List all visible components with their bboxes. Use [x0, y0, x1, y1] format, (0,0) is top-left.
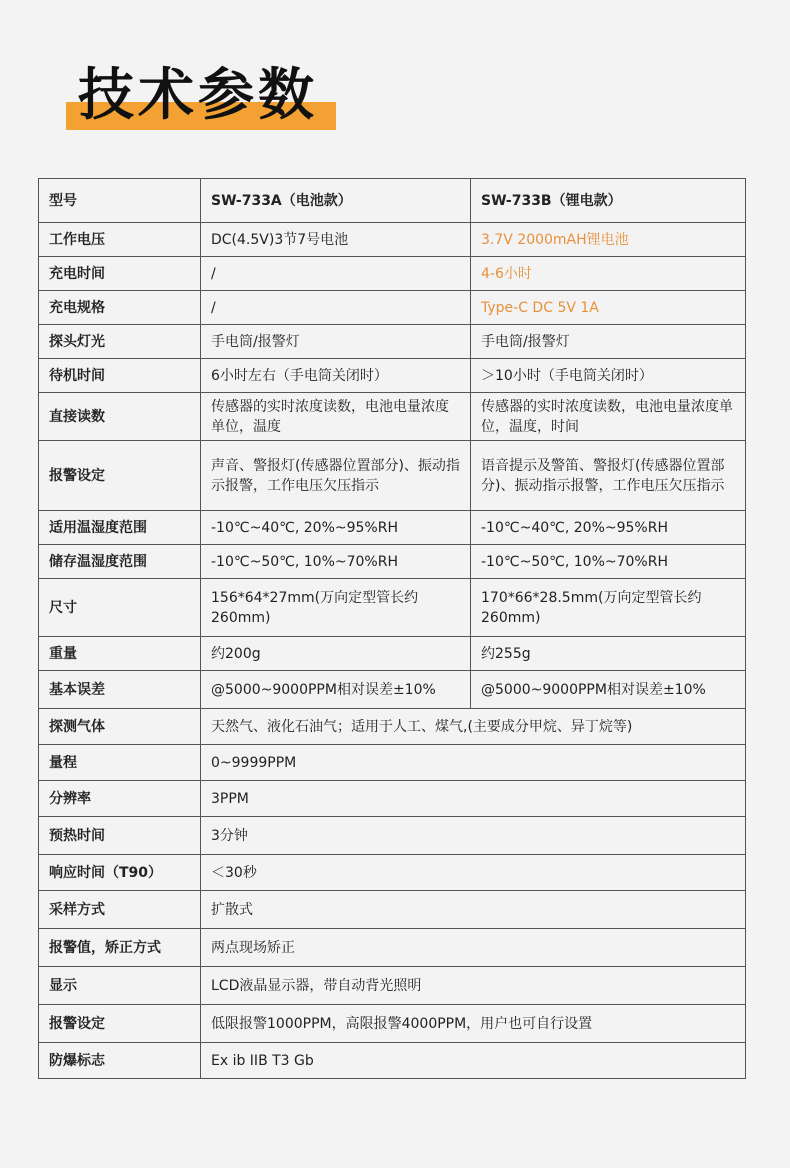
- table-row: [39, 325, 746, 359]
- table-row: [39, 891, 746, 929]
- row-label: 预热时间: [39, 817, 201, 855]
- model-a-value: /: [201, 257, 471, 291]
- model-a-value: @5000~9000PPM相对误差±10%: [201, 671, 471, 709]
- table-row: [39, 393, 746, 441]
- table-row: [39, 855, 746, 891]
- row-label: 探测气体: [39, 709, 201, 745]
- model-a-value: 约200g: [201, 637, 471, 671]
- table-row: [39, 637, 746, 671]
- table-row: [39, 359, 746, 393]
- row-label: 探头灯光: [39, 325, 201, 359]
- table-row: [39, 1043, 746, 1079]
- row-label: 报警值，矫正方式: [39, 929, 201, 967]
- table-header-row: [39, 179, 746, 223]
- model-a-value: 传感器的实时浓度读数，电池电量浓度单位，温度: [201, 393, 471, 441]
- model-b-value: -10℃~40℃, 20%~95%RH: [471, 511, 746, 545]
- model-b-value: 170*66*28.5mm(万向定型管长约260mm): [471, 579, 746, 637]
- merged-value: 扩散式: [201, 891, 746, 929]
- model-a-value: 手电筒/报警灯: [201, 325, 471, 359]
- row-label: 量程: [39, 745, 201, 781]
- model-a-value: 6小时左右（手电筒关闭时）: [201, 359, 471, 393]
- model-a-value: 156*64*27mm(万向定型管长约260mm): [201, 579, 471, 637]
- model-b-value: Type-C DC 5V 1A: [471, 291, 746, 325]
- row-label: 尺寸: [39, 579, 201, 637]
- row-label: 报警设定: [39, 441, 201, 511]
- model-b-value: -10℃~50℃, 10%~70%RH: [471, 545, 746, 579]
- row-label: 防爆标志: [39, 1043, 201, 1079]
- model-b-value: 语音提示及警笛、警报灯(传感器位置部分)、振动指示报警，工作电压欠压指示: [471, 441, 746, 511]
- row-label: 适用温湿度范围: [39, 511, 201, 545]
- table-row: [39, 745, 746, 781]
- row-label: 直接读数: [39, 393, 201, 441]
- merged-value: 两点现场矫正: [201, 929, 746, 967]
- row-label: 重量: [39, 637, 201, 671]
- row-label: 报警设定: [39, 1005, 201, 1043]
- table-row: [39, 781, 746, 817]
- table-row: [39, 579, 746, 637]
- header-model-a: SW-733A（电池款）: [201, 179, 471, 223]
- model-b-value: 3.7V 2000mAH锂电池: [471, 223, 746, 257]
- merged-value: ＜30秒: [201, 855, 746, 891]
- model-a-value: DC(4.5V)3节7号电池: [201, 223, 471, 257]
- merged-value: 低限报警1000PPM，高限报警4000PPM，用户也可自行设置: [201, 1005, 746, 1043]
- model-b-value: @5000~9000PPM相对误差±10%: [471, 671, 746, 709]
- row-label: 待机时间: [39, 359, 201, 393]
- spec-table: [38, 178, 746, 1079]
- title-block: [66, 62, 336, 132]
- header-label: 型号: [39, 179, 201, 223]
- table-row: [39, 223, 746, 257]
- merged-value: 天然气、液化石油气；适用于人工、煤气,(主要成分甲烷、异丁烷等): [201, 709, 746, 745]
- row-label: 采样方式: [39, 891, 201, 929]
- model-a-value: 声音、警报灯(传感器位置部分)、振动指示报警，工作电压欠压指示: [201, 441, 471, 511]
- table-row: [39, 511, 746, 545]
- merged-value: 3分钟: [201, 817, 746, 855]
- model-a-value: -10℃~40℃, 20%~95%RH: [201, 511, 471, 545]
- table-row: [39, 709, 746, 745]
- model-b-value: 手电筒/报警灯: [471, 325, 746, 359]
- row-label: 充电规格: [39, 291, 201, 325]
- row-label: 工作电压: [39, 223, 201, 257]
- merged-value: 3PPM: [201, 781, 746, 817]
- model-a-value: /: [201, 291, 471, 325]
- row-label: 充电时间: [39, 257, 201, 291]
- row-label: 分辨率: [39, 781, 201, 817]
- table-row: [39, 817, 746, 855]
- row-label: 响应时间（T90）: [39, 855, 201, 891]
- merged-value: LCD液晶显示器，带自动背光照明: [201, 967, 746, 1005]
- row-label: 基本误差: [39, 671, 201, 709]
- table-row: [39, 545, 746, 579]
- page-title: 技术参数: [78, 63, 318, 128]
- row-label: 显示: [39, 967, 201, 1005]
- table-row: [39, 967, 746, 1005]
- table-row: [39, 441, 746, 511]
- row-label: 储存温湿度范围: [39, 545, 201, 579]
- table-row: [39, 929, 746, 967]
- table-row: [39, 1005, 746, 1043]
- table-row: [39, 291, 746, 325]
- model-b-value: 约255g: [471, 637, 746, 671]
- merged-value: 0~9999PPM: [201, 745, 746, 781]
- table-row: [39, 257, 746, 291]
- model-b-value: 4-6小时: [471, 257, 746, 291]
- model-a-value: -10℃~50℃, 10%~70%RH: [201, 545, 471, 579]
- table-row: [39, 671, 746, 709]
- header-model-b: SW-733B（锂电款）: [471, 179, 746, 223]
- model-b-value: 传感器的实时浓度读数，电池电量浓度单位，温度，时间: [471, 393, 746, 441]
- merged-value: Ex ib IIB T3 Gb: [201, 1043, 746, 1079]
- model-b-value: ＞10小时（手电筒关闭时）: [471, 359, 746, 393]
